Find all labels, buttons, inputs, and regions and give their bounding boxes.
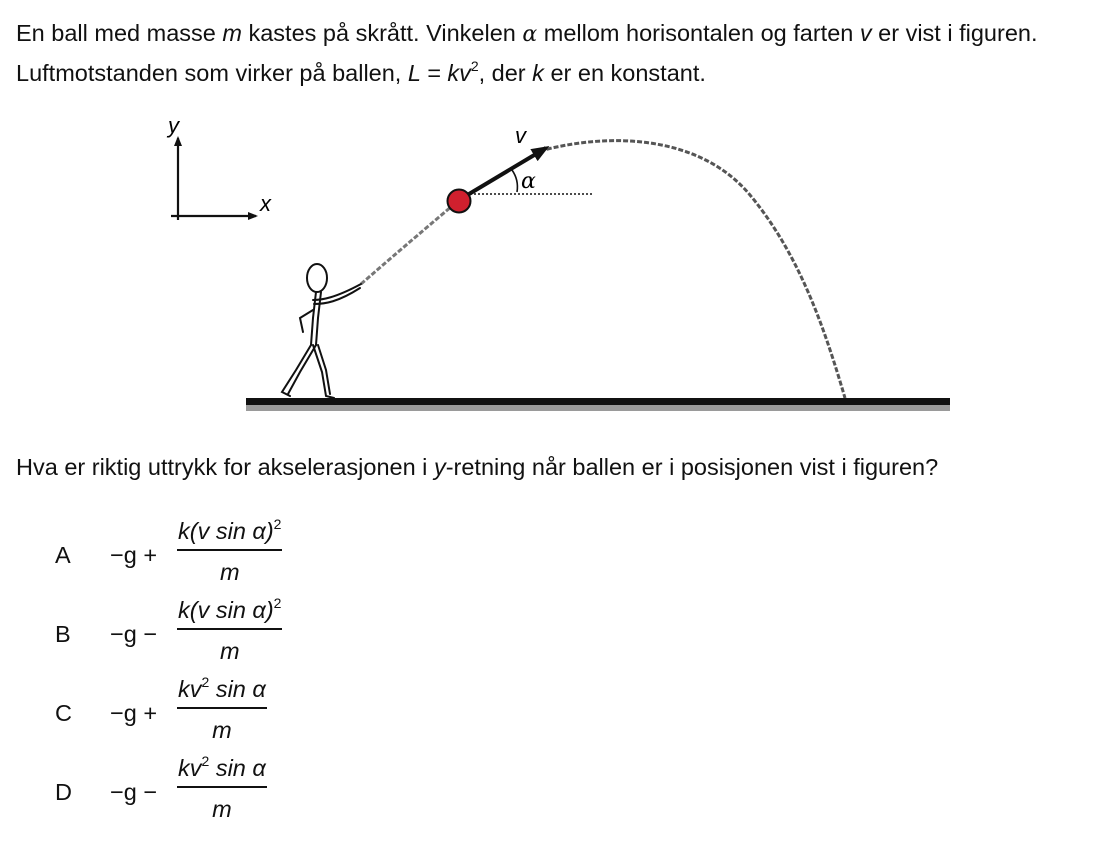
option-fraction bbox=[177, 676, 267, 744]
numerator-text-a: kv bbox=[178, 755, 202, 781]
other-arm bbox=[300, 310, 313, 332]
question-text-2: -retning når ballen er i posisjonen vist i figuren? bbox=[445, 454, 939, 480]
ball bbox=[448, 190, 471, 213]
numerator-exponent: 2 bbox=[273, 516, 282, 532]
numerator-exponent: 2 bbox=[201, 674, 210, 690]
option-letter: C bbox=[55, 700, 72, 726]
thrower-stick-figure bbox=[282, 264, 361, 398]
velocity-symbol: v bbox=[859, 20, 872, 46]
constant-symbol: k bbox=[532, 60, 544, 86]
coordinate-axes bbox=[166, 113, 272, 220]
option-letter: B bbox=[55, 621, 71, 647]
option-fraction bbox=[177, 597, 282, 665]
x-axis-label: x bbox=[260, 191, 271, 216]
option-prefix: −g + bbox=[110, 700, 158, 726]
fraction-numerator bbox=[177, 518, 282, 551]
front-leg bbox=[313, 345, 334, 398]
drag-equation-rhs: kv bbox=[447, 60, 471, 86]
head bbox=[307, 264, 327, 292]
option-letter: D bbox=[55, 779, 72, 805]
numerator-text-b: sin α bbox=[209, 676, 266, 702]
projectile-figure bbox=[0, 105, 1098, 435]
intro-text-5: , der bbox=[478, 60, 533, 86]
intro-text-3: mellom horisontalen og farten bbox=[537, 20, 860, 46]
fraction-denominator: m bbox=[212, 796, 232, 822]
answer-option-d[interactable] bbox=[0, 755, 400, 831]
fraction-numerator bbox=[177, 755, 267, 788]
numerator-text: k(v sin α) bbox=[178, 518, 274, 544]
option-prefix: −g − bbox=[110, 779, 158, 805]
numerator-text-a: kv bbox=[178, 676, 202, 702]
fraction-numerator bbox=[177, 597, 282, 630]
drag-equation-exponent: 2 bbox=[470, 58, 479, 74]
trajectory-before-ball bbox=[361, 201, 458, 284]
numerator-text: k(v sin α) bbox=[178, 597, 274, 623]
angle-label: α bbox=[521, 169, 536, 194]
intro-text-4: er vist i figuren. Luftmotstanden som virker på ballen, bbox=[16, 20, 1038, 86]
numerator-exponent: 2 bbox=[273, 595, 282, 611]
problem-intro bbox=[16, 14, 1086, 93]
intro-text-6: er en konstant. bbox=[543, 60, 706, 86]
back-leg bbox=[282, 345, 316, 396]
numerator-exponent: 2 bbox=[201, 753, 210, 769]
y-axis-label: y bbox=[168, 113, 179, 138]
intro-text-2: kastes på skrått. Vinkelen bbox=[241, 20, 523, 46]
option-fraction bbox=[177, 518, 282, 586]
option-letter: A bbox=[55, 542, 71, 568]
trajectory-after-ball bbox=[540, 141, 845, 398]
option-prefix: −g − bbox=[110, 621, 158, 647]
answer-option-c[interactable] bbox=[0, 676, 400, 752]
option-fraction bbox=[177, 755, 267, 823]
fraction-denominator: m bbox=[219, 638, 240, 664]
question-text-1: Hva er riktig uttrykk for akselerasjonen i bbox=[16, 454, 434, 480]
intro-text-1: En ball med masse bbox=[16, 20, 223, 46]
option-prefix: −g + bbox=[110, 542, 158, 568]
numerator-text-b: sin α bbox=[209, 755, 266, 781]
fraction-numerator bbox=[177, 676, 267, 709]
answer-option-a[interactable] bbox=[0, 518, 400, 594]
answer-option-b[interactable] bbox=[0, 597, 400, 673]
y-direction-symbol: y bbox=[433, 454, 446, 480]
drag-equation-lhs: L = bbox=[407, 60, 448, 86]
fraction-denominator: m bbox=[219, 559, 240, 585]
ground bbox=[246, 398, 950, 405]
fraction-denominator: m bbox=[212, 717, 232, 743]
velocity-label: v bbox=[515, 123, 526, 148]
ground-shadow bbox=[246, 405, 950, 411]
mass-symbol: m bbox=[222, 20, 242, 46]
alpha-symbol: α bbox=[522, 22, 538, 47]
angle-arc bbox=[512, 170, 517, 192]
question-text bbox=[16, 449, 938, 485]
